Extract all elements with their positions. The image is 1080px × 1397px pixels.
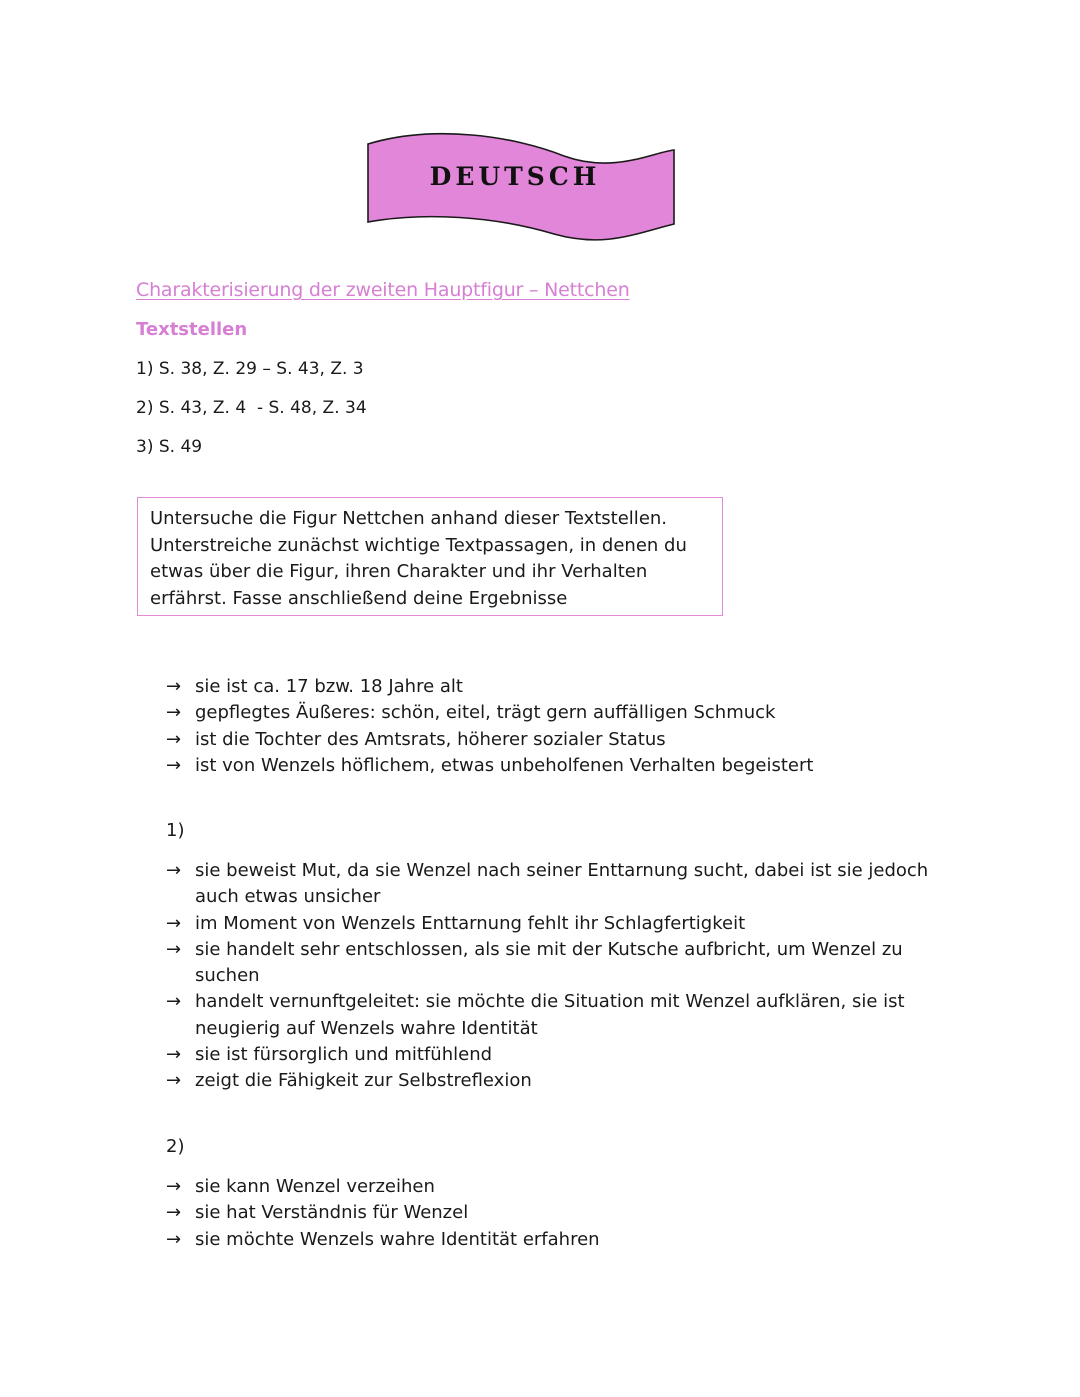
bullet-text: handelt vernunftgeleitet: sie möchte die Situation mit Wenzel aufklären, sie ist neugierig auf Wenzels wahre Identität [195, 991, 905, 1039]
arrow-right-icon: → [166, 1176, 182, 1197]
arrow-right-icon: → [166, 991, 182, 1013]
text-reference-2: 2) S. 43, Z. 4 - S. 48, Z. 34 [136, 398, 367, 418]
arrow-right-icon: → [166, 860, 182, 881]
bullet-text: sie handelt sehr entschlossen, als sie mit der Kutsche aufbricht, um Wenzel zu suchen [195, 938, 903, 987]
list-item [166, 674, 956, 700]
list-item [166, 727, 956, 753]
list-item [166, 1068, 956, 1094]
text-reference-1: 1) S. 38, Z. 29 – S. 43, Z. 3 [136, 359, 364, 379]
list-item [166, 858, 956, 911]
list-item [166, 937, 956, 990]
arrow-right-icon: → [166, 754, 182, 776]
intro-bullet-list [166, 674, 956, 779]
list-item [166, 1174, 956, 1200]
banner-title: DEUTSCH [429, 162, 601, 191]
list-item [166, 1042, 956, 1068]
arrow-right-icon: → [166, 1228, 182, 1250]
bullet-text: sie ist fürsorglich und mitfühlend [195, 1044, 493, 1066]
bullet-text: sie ist ca. 17 bzw. 18 Jahre alt [195, 676, 463, 697]
group-label-1: 1) [166, 820, 185, 841]
arrow-right-icon: → [166, 676, 182, 697]
list-item [166, 700, 956, 726]
list-item [166, 1200, 956, 1226]
bullet-text: gepflegtes Äußeres: schön, eitel, trägt gern auffälligen Schmuck [195, 702, 776, 724]
task-box: Untersuche die Figur Nettchen anhand dieser Textstellen. Unterstreiche zunächst wichtige Textpassagen, in denen du etwas über die Figur, ihren Charakter und ihr Verhalten erfährst. Fasse anschließend deine Ergebnisse [137, 497, 723, 616]
group-2-bullet-list [166, 1174, 956, 1253]
bullet-text: sie kann Wenzel verzeihen [195, 1176, 435, 1197]
arrow-right-icon: → [166, 1044, 182, 1066]
arrow-right-icon: → [166, 702, 182, 724]
text-reference-3: 3) S. 49 [136, 437, 203, 457]
arrow-right-icon: → [166, 1202, 182, 1224]
list-item [166, 1227, 956, 1253]
list-item [166, 911, 956, 937]
group-1-bullet-list [166, 858, 956, 1095]
section-heading-textstellen: Textstellen [136, 319, 248, 340]
arrow-right-icon: → [166, 938, 182, 960]
bullet-text: im Moment von Wenzels Enttarnung fehlt ihr Schlagfertigkeit [195, 912, 746, 934]
list-item [166, 989, 956, 1042]
arrow-right-icon: → [166, 1070, 182, 1092]
bullet-text: ist von Wenzels höflichem, etwas unbeholfenen Verhalten begeistert [195, 754, 814, 776]
document-title: Charakterisierung der zweiten Hauptfigur – Nettchen [136, 279, 630, 301]
bullet-text: zeigt die Fähigkeit zur Selbstreflexion [195, 1070, 532, 1092]
list-item [166, 753, 956, 779]
bullet-text: sie möchte Wenzels wahre Identität erfahren [195, 1228, 600, 1250]
arrow-right-icon: → [166, 912, 182, 934]
bullet-text: sie hat Verständnis für Wenzel [195, 1202, 469, 1224]
bullet-text: ist die Tochter des Amtsrats, höherer sozialer Status [195, 728, 666, 750]
arrow-right-icon: → [166, 728, 182, 750]
bullet-text: sie beweist Mut, da sie Wenzel nach seiner Enttarnung sucht, dabei ist sie jedoch auch etwas unsicher [195, 860, 929, 908]
group-label-2: 2) [166, 1136, 185, 1157]
